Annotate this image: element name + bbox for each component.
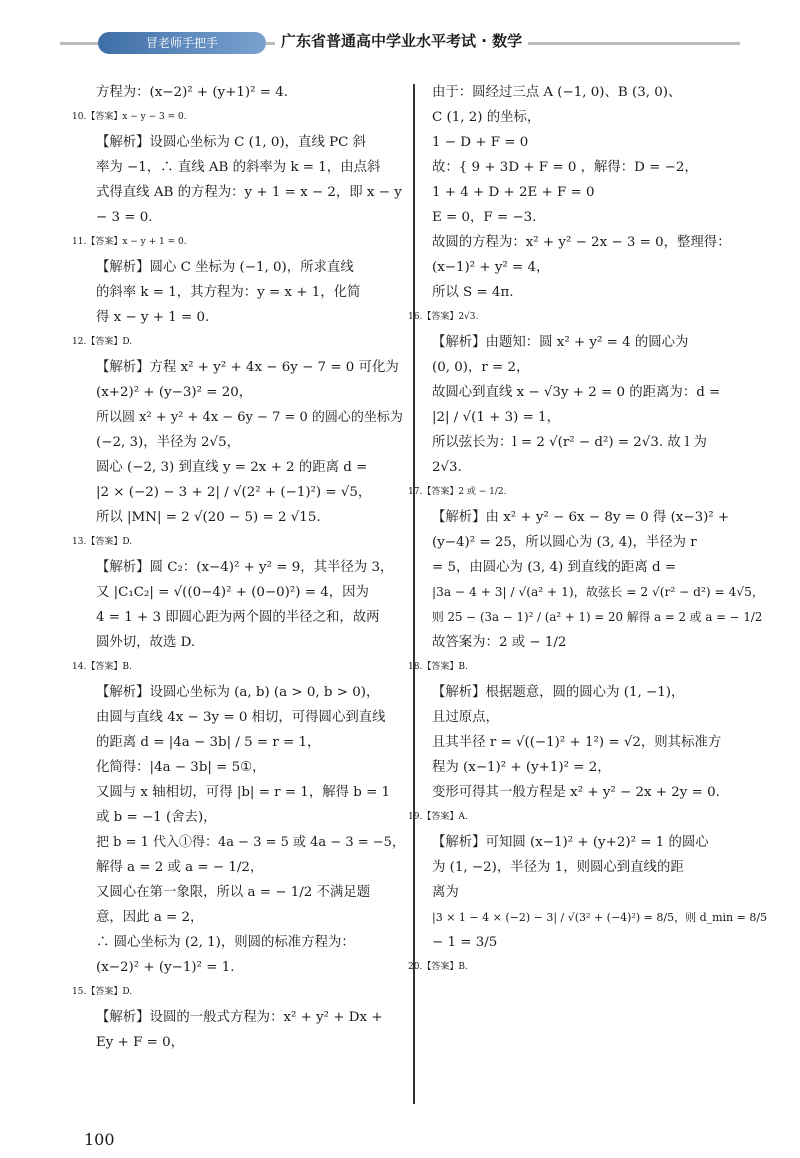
text-line: 19.【答案】A. bbox=[408, 812, 468, 822]
text-line: 解得 a = 2 或 a = − 1/2， bbox=[96, 860, 264, 875]
text-line: 且过原点， bbox=[432, 710, 499, 725]
text-line: (y−4)² = 25，所以圆心为 (3, 4)，半径为 r bbox=[432, 535, 697, 550]
text-line: 或 b = −1 (舍去)， bbox=[96, 810, 217, 825]
text-line: 意，因此 a = 2， bbox=[96, 910, 204, 925]
text-line: 【解析】设圆心坐标为 (a, b) (a > 0, b > 0)， bbox=[96, 685, 380, 700]
text-line: 化简得：|4a − 3b| = 5①， bbox=[96, 760, 266, 775]
text-line: E = 0，F = −3. bbox=[432, 210, 537, 225]
text-line: 率为 −1，∴ 直线 AB 的斜率为 k = 1，由点斜 bbox=[96, 160, 381, 175]
text-line: 由圆与直线 4x − 3y = 0 相切，可得圆心到直线 bbox=[96, 710, 386, 725]
text-line: 的斜率 k = 1，其方程为：y = x + 1，化简 bbox=[96, 285, 361, 300]
page-header bbox=[60, 24, 740, 64]
text-line: |3a − 4 + 3| / √(a² + 1)，故弦长 = 2 √(r² − d²) = 4√5， bbox=[432, 585, 765, 599]
text-line: |2| / √(1 + 3) = 1， bbox=[432, 410, 560, 425]
text-line: 所以 S = 4π. bbox=[432, 285, 514, 300]
text-line: 【解析】设圆心坐标为 C (1, 0)，直线 PC 斜 bbox=[96, 135, 366, 150]
text-line: 【解析】方程 x² + y² + 4x − 6y − 7 = 0 可化为 bbox=[96, 360, 399, 375]
text-line: 12.【答案】D. bbox=[72, 337, 133, 347]
text-line: (x−2)² + (y−1)² = 1. bbox=[96, 960, 235, 975]
text-line: 11.【答案】x − y + 1 = 0. bbox=[72, 237, 187, 247]
text-line: 20.【答案】B. bbox=[408, 962, 468, 972]
right-column bbox=[408, 80, 768, 980]
text-line: 把 b = 1 代入①得：4a − 3 = 5 或 4a − 3 = −5， bbox=[96, 835, 405, 850]
text-line: (0, 0)，r = 2， bbox=[432, 360, 530, 375]
text-line: 17.【答案】2 或 − 1/2. bbox=[408, 487, 507, 497]
text-line: 2√3. bbox=[432, 460, 462, 475]
text-line: (x−1)² + y² = 4， bbox=[432, 260, 550, 275]
text-line: 【解析】圆 C₂：(x−4)² + y² = 9，其半径为 3， bbox=[96, 560, 394, 575]
series-logo: 冒老师手把手 bbox=[98, 32, 266, 54]
left-column bbox=[72, 80, 408, 1055]
text-line: 的距离 d = |4a − 3b| / 5 = r = 1， bbox=[96, 735, 321, 750]
text-line: 【解析】圆心 C 坐标为 (−1, 0)，所求直线 bbox=[96, 260, 354, 275]
text-line: 1 + 4 + D + 2E + F = 0 bbox=[432, 185, 595, 200]
text-line: 【解析】由题知：圆 x² + y² = 4 的圆心为 bbox=[432, 335, 689, 350]
text-line: 故圆心到直线 x − √3y + 2 = 0 的距离为：d = bbox=[432, 385, 721, 400]
text-line: 离为 bbox=[432, 885, 459, 900]
text-line: ∴ 圆心坐标为 (2, 1)，则圆的标准方程为： bbox=[96, 935, 355, 950]
text-line: 所以 |MN| = 2 √(20 − 5) = 2 √15. bbox=[96, 510, 321, 525]
text-line: 又圆心在第一象限，所以 a = − 1/2 不满足题 bbox=[96, 885, 371, 900]
text-line: − 3 = 0. bbox=[96, 210, 153, 225]
text-line: = 5，由圆心为 (3, 4) 到直线的距离 d = bbox=[432, 560, 677, 575]
text-line: |3 × 1 − 4 × (−2) − 3| / √(3² + (−4)²) = 8/5，则 d_min = 8/5 bbox=[432, 911, 768, 924]
text-line: (−2, 3)，半径为 2√5， bbox=[96, 435, 241, 450]
text-line: |2 × (−2) − 3 + 2| / √(2² + (−1)²) = √5， bbox=[96, 485, 372, 500]
text-line: 10.【答案】x − y − 3 = 0. bbox=[72, 112, 187, 122]
text-line: 15.【答案】D. bbox=[72, 987, 133, 997]
text-line: 又圆与 x 轴相切，可得 |b| = r = 1，解得 b = 1 bbox=[96, 785, 391, 800]
text-line: 故圆的方程为：x² + y² − 2x − 3 = 0，整理得： bbox=[432, 235, 731, 250]
text-line: C (1, 2) 的坐标， bbox=[432, 110, 541, 125]
text-line: 又 |C₁C₂| = √((0−4)² + (0−0)²) = 4，因为 bbox=[96, 585, 369, 600]
text-line: 程为 (x−1)² + (y+1)² = 2， bbox=[432, 760, 611, 775]
text-line: 得 x − y + 1 = 0. bbox=[96, 310, 210, 325]
text-line: 14.【答案】B. bbox=[72, 662, 132, 672]
text-line: 【解析】设圆的一般式方程为：x² + y² + Dx + bbox=[96, 1010, 383, 1025]
text-line: 式得直线 AB 的方程为：y + 1 = x − 2，即 x − y bbox=[96, 185, 402, 200]
text-line: 则 25 − (3a − 1)² / (a² + 1) = 20 解得 a = 2 或 a = − 1/2 bbox=[432, 610, 763, 624]
text-line: − 1 = 3/5 bbox=[432, 935, 498, 950]
page-number: 100 bbox=[84, 1130, 115, 1149]
text-line: 1 − D + F = 0 bbox=[432, 135, 529, 150]
text-line: 13.【答案】D. bbox=[72, 537, 133, 547]
text-line: 为 (1, −2)，半径为 1，则圆心到直线的距 bbox=[432, 860, 684, 875]
text-line: 圆外切，故选 D. bbox=[96, 635, 196, 650]
text-line: 变形可得其一般方程是 x² + y² − 2x + 2y = 0. bbox=[432, 785, 720, 800]
text-line: 18.【答案】B. bbox=[408, 662, 468, 672]
text-line: 圆心 (−2, 3) 到直线 y = 2x + 2 的距离 d = bbox=[96, 460, 368, 475]
text-line: 方程为：(x−2)² + (y+1)² = 4. bbox=[96, 85, 289, 100]
text-line: Ey + F = 0， bbox=[96, 1035, 185, 1050]
text-line: 所以弦长为：l = 2 √(r² − d²) = 2√3. 故 l 为 bbox=[432, 435, 707, 450]
text-line: 【解析】根据题意，圆的圆心为 (1, −1)， bbox=[432, 685, 685, 700]
text-line: 由于：圆经过三点 A (−1, 0)、B (3, 0)、 bbox=[432, 85, 682, 100]
text-line: 16.【答案】2√3. bbox=[408, 312, 479, 322]
text-line: 【解析】由 x² + y² − 6x − 8y = 0 得 (x−3)² + bbox=[432, 510, 730, 525]
text-line: 4 = 1 + 3 即圆心距为两个圆的半径之和，故两 bbox=[96, 610, 380, 625]
text-line: 故答案为：2 或 − 1/2 bbox=[432, 635, 567, 650]
text-line: 【解析】可知圆 (x−1)² + (y+2)² = 1 的圆心 bbox=[432, 835, 709, 850]
text-line: 所以圆 x² + y² + 4x − 6y − 7 = 0 的圆心的坐标为 bbox=[96, 410, 403, 425]
header-title: 广东省普通高中学业水平考试 · 数学 bbox=[275, 30, 528, 51]
text-line: 且其半径 r = √((−1)² + 1²) = √2，则其标准方 bbox=[432, 735, 722, 750]
text-line: (x+2)² + (y−3)² = 20， bbox=[96, 385, 253, 400]
column-divider bbox=[413, 84, 415, 1104]
text-line: 故：{ 9 + 3D + F = 0 ，解得：D = −2， bbox=[432, 160, 698, 175]
